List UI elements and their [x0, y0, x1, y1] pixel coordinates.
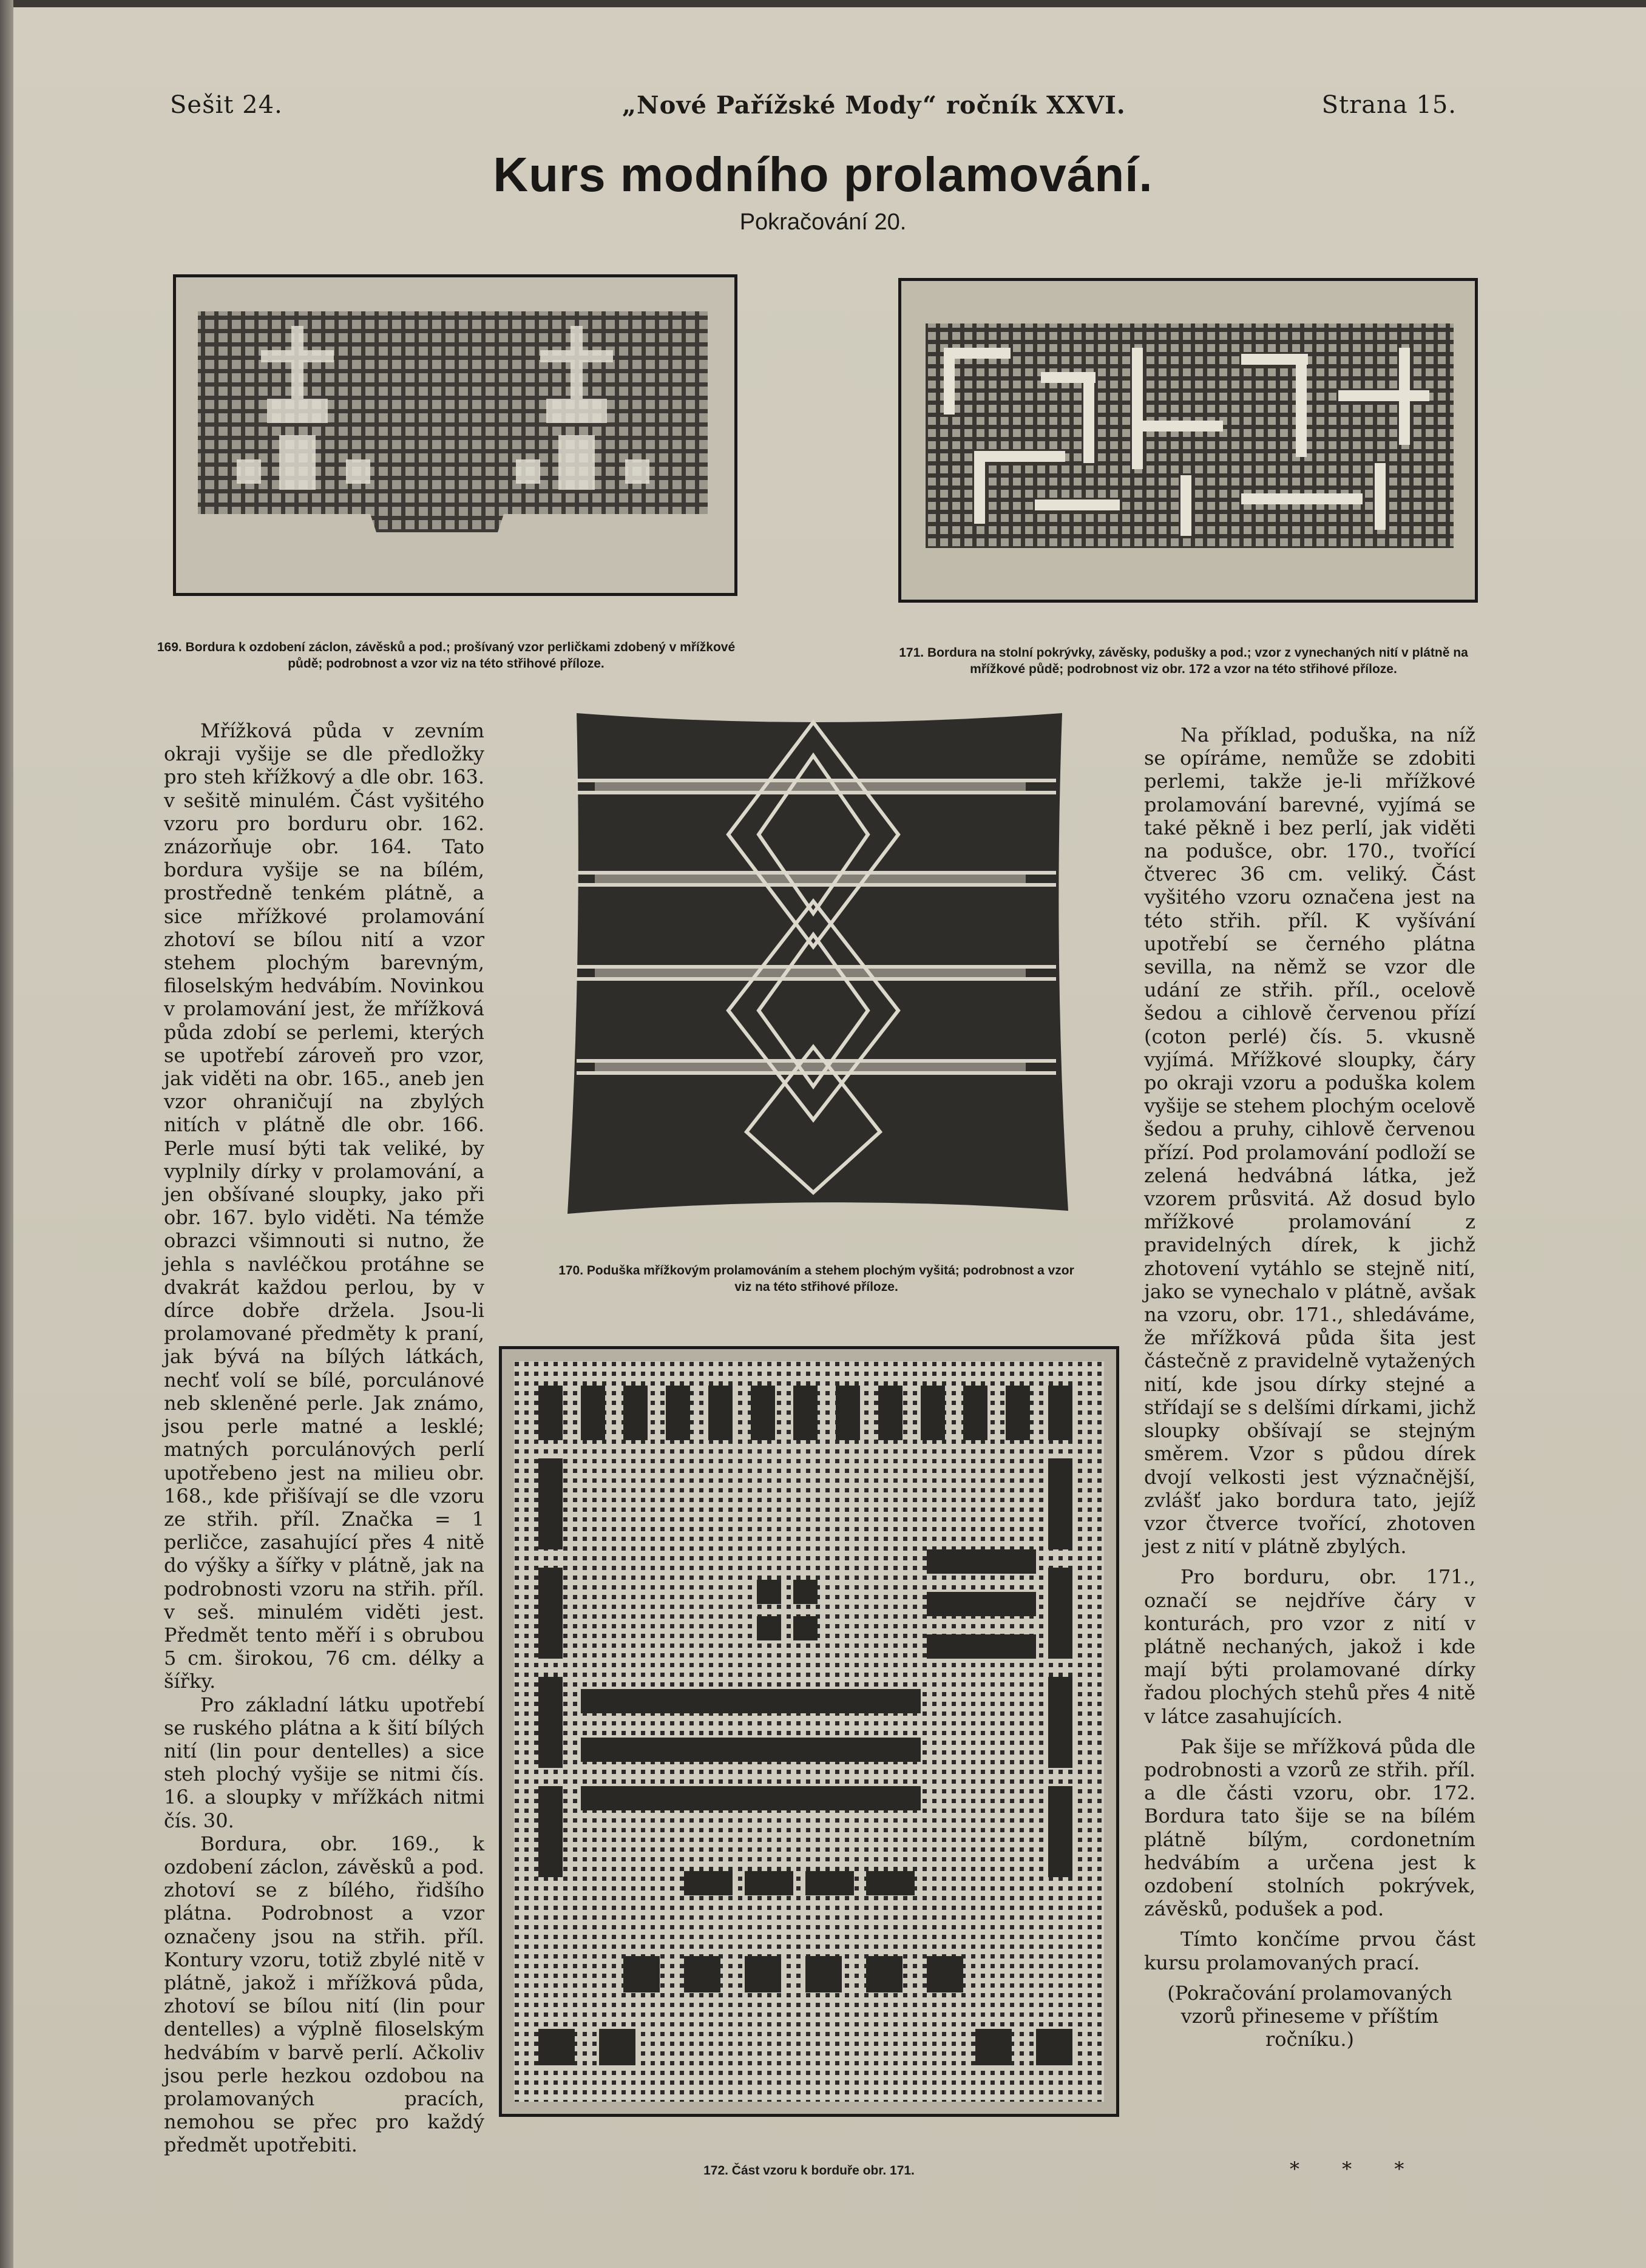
right-paragraph: Pro borduru, obr. 171., označí se nejdříve čáry v konturách, pro vzor z nití v plátně nechaných, jakož i kde mají býti prolamované dírky řadou plochých stehů přes 4 nitě v látce zasahujících.	[1144, 1565, 1475, 1728]
page-spine-edge	[0, 0, 13, 2268]
issue-number: Sešit 24.	[170, 91, 283, 119]
article-title: Kurs modního prolamování.	[493, 147, 1153, 201]
left-text-column	[164, 719, 484, 2188]
left-paragraph: Pro základní látku upotřebí se ruského plátna a k šití bílých nití (lin pour dentelles) a sice steh plochý vyšije se nitmi čís. 16. a sloupky v mřížkách nitmi čís. 30.	[164, 1693, 484, 1832]
magazine-name: „Nové Pařížské Mody“ ročník XXVI.	[622, 91, 1126, 120]
closing-stars: * * *	[1290, 2158, 1423, 2181]
page-number: Strana 15.	[1321, 91, 1457, 119]
figure-172-illustration	[502, 1349, 1116, 2114]
figure-172-caption: 172. Část vzoru k borduře obr. 171.	[703, 2164, 915, 2178]
right-paragraph: Na příklad, poduška, na níž se opíráme, nemůže se zdobiti perlemi, takže je-li mřížkové prolamování barevné, vyjímá se také pěkně i bez perlí, jak viděti na podušce, obr. 170., tvořící čtverec 36 cm. veliký. Část vyšitého vzoru označena jest na této střih. příl. K vyšívání upotřebí se černého plátna sevilla, na němž se vzor dle udání ze střih. příl., ocelově šedou a cihlově červenou přízí (coton perlé) čís. 5. vkusně vyjímá. Mřížkové sloupky, čáry po okraji vzoru a poduška kolem vyšije se stehem plochým ocelově šedou a pruhy, cihlově červenou přízí. Pod prolamování podloží se zelená hedvábná látka, jež vzorem průsvitá. Až dosud bylo mřížkové prolamování z pravidelných dírek, k jichž zhotovení vytáhlo se stejně nití, jako se vynechalo v plátně, avšak na vzoru, obr. 171., shledáváme, že mřížková půda šita jest částečně z pravidelně vytažených nití, kde jsou dírky stejné a střídají se s delšími dírkami, jichž sloupky obšívají se stejným směrem. Vzor s půdou dírek dvojí velkosti jest význačnější, zvlášť jako bordura tato, jejíž vzor čtverce tvořící, zhotoven jest z nití v plátně zbylých.	[1144, 723, 1475, 1559]
figure-169-image	[173, 274, 737, 596]
right-text-column	[1144, 723, 1475, 2150]
right-paragraph: Pak šije se mřížková půda dle podrobnosti a vzorů ze střih. příl. a dle části vzoru, obr. 172. Bordura tato šije se na bílém plátně bílým, cordonetním hedvábím a určena jest k ozdobení stolních pokrývek, závěsků, podušek a pod.	[1144, 1735, 1475, 1921]
figure-169-caption: 169. Bordura k ozdobení záclon, závěsků a pod.; prošívaný vzor perličkami zdobený v mřížkové půdě; podrobnost a vzor viz na této střihové příloze.	[157, 640, 736, 671]
right-paragraph: (Pokračování prolamovaných vzorů přineseme v příštím ročníku.)	[1167, 1981, 1452, 2051]
figure-171-caption: 171. Bordura na stolní pokrývky, závěsky, podušky a pod.; vzor z vynechaných nití v plátně na mřížkové půdě; podrobnost viz obr. 172 a vzor na této střihové příloze.	[899, 646, 1468, 676]
page-top-edge	[0, 0, 1646, 7]
figure-169-illustration	[176, 277, 734, 593]
article-subtitle: Pokračování 20.	[739, 209, 907, 235]
figure-171-illustration	[901, 281, 1475, 600]
right-paragraph: Tímto končíme prvou část kursu prolamovaných prací.	[1144, 1928, 1475, 1974]
running-header	[170, 91, 1457, 127]
figure-170-caption: 170. Poduška mřížkovým prolamováním a stehem plochým vyšitá; podrobnost a vzor viz na této střihové příloze.	[558, 1264, 1074, 1294]
figure-172-image	[499, 1346, 1119, 2117]
figure-171-image	[898, 278, 1478, 603]
figure-170-illustration	[558, 707, 1074, 1220]
left-paragraph: Mřížková půda v zevním okraji vyšije se dle předložky pro steh křížkový a dle obr. 163. v sešitě minulém. Část vyšitého vzoru pro borduru obr. 162. znázorňuje obr. 164. Tato bordura vyšije se na bílém, prostředně tenkém plátně, a sice mřížkové prolamování zhotoví se bílou nití a vzor stehem plochým barevným, filoselským hedvábím. Novinkou v prolamování jest, že mřížková půda zdobí se perlemi, kterých se upotřebí zároveň pro vzor, jak viděti na obr. 165., aneb jen vzor ohraničují na zbylých nitích v plátně dle obr. 166. Perle musí býti tak veliké, by vyplnily dírky v prolamování, a jen obšívané sloupky, jako při obr. 167. bylo viděti. Na témže obrazci všimnouti si nutno, že jehla s navléčkou protáhne se dvakrát každou perlou, by v dírce dobře držela. Jsou-li prolamované předměty k praní, jak bývá na bílých látkách, nechť volí se bílé, porculánové neb skleněné perle. Jak známo, jsou perle matné a lesklé; matných porculánových perlí upotřebeno jest na milieu obr. 168., kde přišívají se dle vzoru ze střih. příl. Značka = 1 perličce, zasahující přes 4 nitě do výšky a šířky v plátně, jak na podrobnosti vzoru na střih. příl. v seš. minulém viděti jest. Předmět tento měří i s obrubou 5 cm. širokou, 76 cm. délky a šířky.	[164, 719, 484, 1693]
figure-170-image	[558, 707, 1074, 1220]
left-paragraph: Bordura, obr. 169., k ozdobení záclon, závěsků a pod. zhotoví se z bílého, řidšího plátna. Podrobnost a vzor označeny jsou na střih. příl. Kontury vzoru, totiž zbylé nitě v plátně, jakož i mřížková půda, zhotoví se bílou nití (lin pour dentelles) a výplně filoselským hedvábím v barvě perlí. Ačkoliv jsou perle hezkou ozdobou na prolamovaných pracích, nemohou se přec pro každý předmět upotřebiti.	[164, 1832, 484, 2157]
